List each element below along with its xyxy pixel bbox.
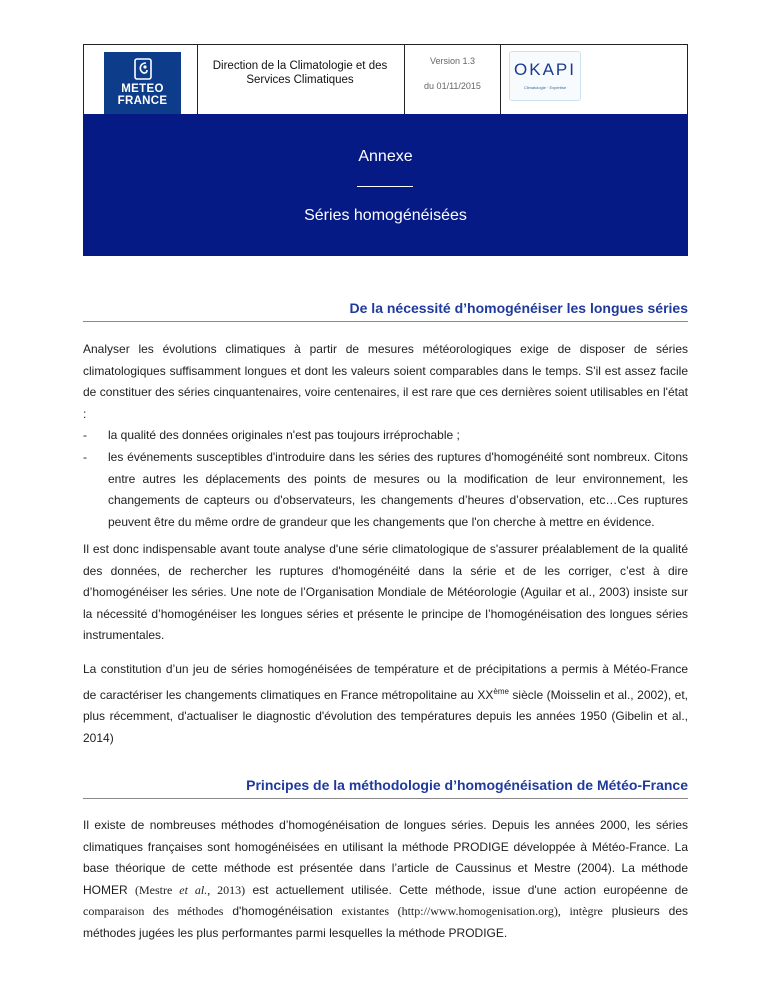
header-divider: [500, 45, 501, 115]
banner-title: Annexe: [358, 148, 413, 165]
list-item-text: la qualité des données originales n'est pas toujours irréprochable ;: [108, 428, 460, 442]
paragraph-text: siècle (Moisselin et al., 2002), et, plus récemment, d'actualiser le diagnostic d'évolution des températures depuis les années 1950 (Gibelin et al., 2014): [83, 687, 689, 745]
section-title-principes: Principes de la méthodologie d’homogénéisation de Météo-France: [246, 777, 688, 793]
paragraph-serif-text: existantes (http://www.homogenisation.org), intègre: [341, 904, 603, 918]
okapi-subtitle: Climatologie · Expertise: [523, 85, 567, 90]
document-header: [83, 44, 688, 115]
header-divider: [197, 45, 198, 115]
paragraph-text: est actuellement utilisée. Cette méthode, issue d'une action européenne de: [245, 882, 689, 897]
okapi-logo: [509, 51, 581, 101]
paragraph-text: d'homogénéisation: [223, 904, 342, 918]
paragraph-text: Il existe de nombreuses méthodes d’homogénéisation de longues séries. Depuis les années 2000, les séries climatiques françaises sont homogénéisées en utilisant la méthode PRODIGE développée à Météo-France. La base théorique de cette méthode est présentée dans l’article de Caussinus et Mestre (2004). La méthode HOMER: [83, 818, 688, 897]
superscript-eme: ème: [493, 686, 509, 696]
paragraph-constitution: [83, 659, 688, 749]
citation-year: , 2013): [207, 882, 246, 897]
section-rule: [83, 798, 688, 799]
bullet-dash: -: [83, 428, 87, 442]
meteo-france-emblem-icon: [134, 58, 152, 80]
logo-text-france: FRANCE: [117, 95, 168, 107]
version-label: Version 1.3: [429, 56, 476, 66]
date-label: du 01/11/2015: [424, 81, 481, 91]
paragraph-necessite: Il est donc indispensable avant toute analyse d'une série climatologique de s'assurer préalablement de la qualité des données, de rechercher les ruptures d'homogénéité dans la série et de les corriger, c’est à dire d’homogénéiser les séries. Une note de l’Organisation Mondiale de Météorologie (Aguilar et al., 2003) insiste sur la nécessité d’homogénéiser les longues séries et présente le principe de l’homogénéisation des longues séries instrumentales.: [83, 542, 688, 642]
paragraph-text: La constitution d’un jeu de séries homogénéisées de température et de précipitations a permis à Météo-France de caractériser les changements climatiques en France métropolitaine au XX: [83, 662, 688, 702]
title-banner: [83, 114, 688, 256]
section-rule: [83, 321, 688, 322]
citation-mestre: (Mestre: [134, 882, 180, 897]
banner-subtitle: Séries homogénéisées: [304, 207, 467, 224]
section-title-necessite: De la nécessité d’homogénéiser les longues séries: [349, 300, 688, 316]
okapi-title: OKAPI: [514, 60, 576, 79]
paragraph-serif-text: comparaison des méthodes: [83, 904, 224, 918]
logo-text-meteo: METEO: [121, 83, 164, 95]
banner-divider: [357, 186, 413, 187]
meteo-france-logo: [104, 52, 181, 114]
bullet-dash: -: [83, 450, 87, 464]
direction-name: Direction de la Climatologie et des Services Climatiques: [212, 60, 388, 86]
paragraph-text: plusieurs des méthodes jugées les plus performantes parmi lesquelles la méthode PRODIGE.: [83, 904, 688, 940]
paragraph-methodes: [83, 815, 688, 944]
list-item-text: les événements susceptibles d'introduire dans les séries des ruptures d'homogénéité sont nombreux. Citons entre autres les déplacements des points de mesures ou la modification de leur environnement, les changements de capteurs ou d'observateurs, les changements d’heures d’observation, etc…Ces ruptures peuvent être du même ordre de grandeur que les changements que l'on cherche à mettre en évidence.: [108, 450, 688, 529]
citation-etal: et al.: [179, 882, 208, 897]
paragraph-intro: Analyser les évolutions climatiques à partir de mesures météorologiques exige de disposer de séries climatologiques suffisamment longues et dont les valeurs soient comparables dans le temps. S'il est assez facile de constituer des séries cinquantenaires, voire centenaires, il est rare que ces dernières soient utilisables en l'état :: [83, 342, 688, 421]
